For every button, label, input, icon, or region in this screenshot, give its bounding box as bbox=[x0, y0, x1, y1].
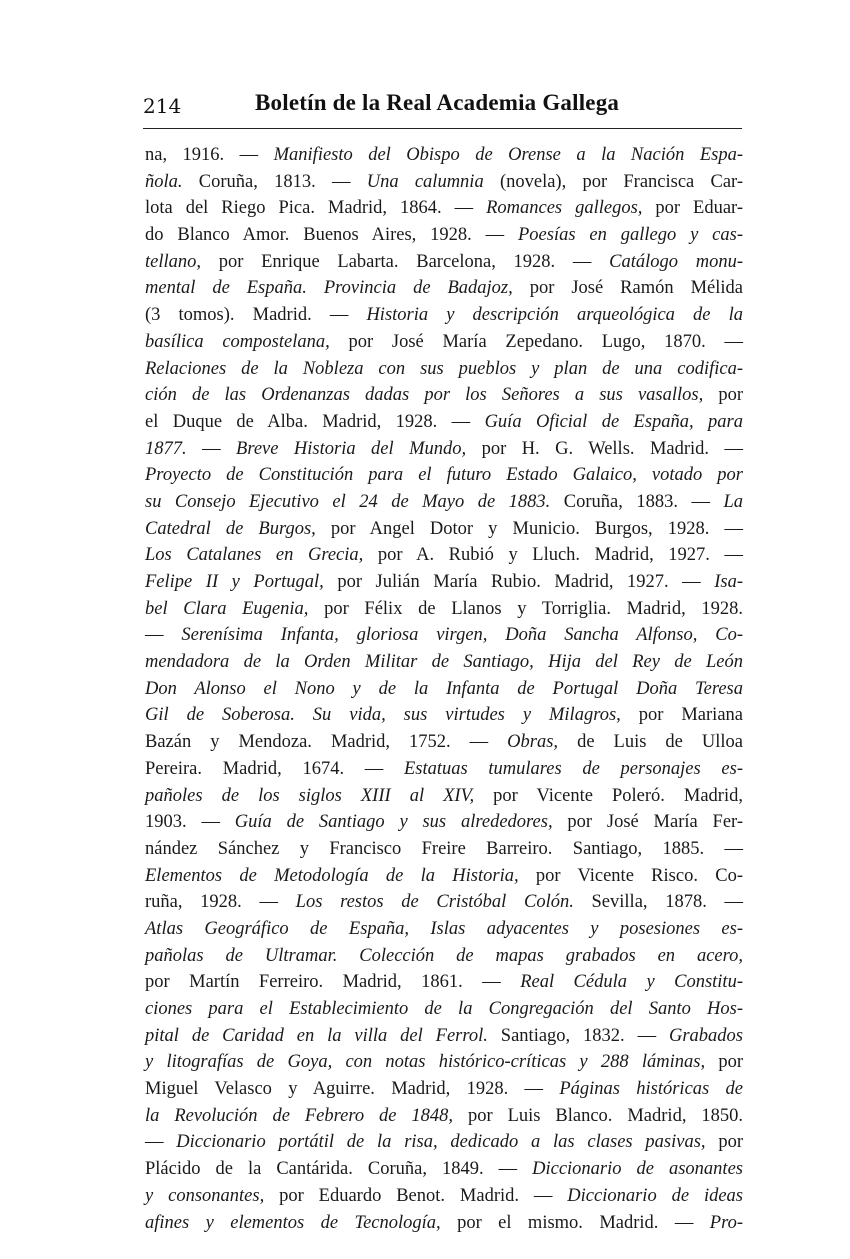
text-line bbox=[145, 649, 743, 676]
text-line bbox=[145, 356, 743, 383]
text-line bbox=[145, 916, 743, 943]
text-segment: por José María Zepedano. Lugo, 1870. — bbox=[329, 331, 743, 352]
italic-title-segment: Grabados bbox=[668, 1025, 743, 1046]
text-line bbox=[145, 542, 743, 569]
text-line bbox=[145, 409, 743, 436]
italic-title-segment: mental de España. Provincia de Badajoz, bbox=[145, 278, 513, 299]
italic-title-segment: y consonantes, bbox=[145, 1185, 265, 1206]
italic-title-segment: Diccionario portátil de la risa, dedicado a las clases pasivas, bbox=[176, 1132, 706, 1153]
text-segment: 1903. — bbox=[145, 812, 235, 833]
text-segment: por Mariana bbox=[620, 705, 743, 726]
text-line bbox=[145, 142, 743, 169]
italic-title-segment: Elementos de Metodología de la Historia, bbox=[145, 865, 519, 886]
running-title: Boletín de la Real Academia Gallega bbox=[255, 90, 620, 115]
text-segment: Sevilla, 1878. — bbox=[573, 892, 743, 913]
italic-title-segment: Catedral de Burgos, bbox=[145, 518, 316, 539]
text-line bbox=[145, 1076, 743, 1103]
italic-title-segment: Diccionario de asonantes bbox=[532, 1159, 743, 1180]
text-line bbox=[145, 756, 743, 783]
text-segment: por Luis Blanco. Madrid, 1850. bbox=[453, 1105, 743, 1126]
text-segment: Coruña, 1813. — bbox=[182, 171, 367, 192]
text-line bbox=[145, 1129, 743, 1156]
text-segment: Pereira. Madrid, 1674. — bbox=[145, 758, 404, 779]
italic-title-segment: Obras, bbox=[507, 732, 559, 753]
italic-title-segment: Relaciones de la Nobleza con sus pueblos y plan de una codifica- bbox=[145, 358, 743, 379]
text-segment: — bbox=[145, 1132, 177, 1153]
text-line bbox=[145, 702, 743, 729]
text-line bbox=[145, 622, 743, 649]
header-rule bbox=[143, 128, 742, 129]
italic-title-segment: basílica compostelana, bbox=[145, 331, 330, 352]
italic-title-segment: Diccionario de ideas bbox=[567, 1185, 743, 1206]
italic-title-segment: Isa- bbox=[714, 572, 743, 592]
italic-title-segment: Serenísima Infanta, gloriosa virgen, Doña Sancha Alfonso, Co- bbox=[181, 625, 743, 646]
text-segment: por H. G. Wells. Madrid. — bbox=[466, 438, 744, 459]
text-line bbox=[145, 195, 743, 222]
text-line bbox=[145, 783, 743, 810]
text-segment: por Eduar- bbox=[642, 198, 743, 219]
italic-title-segment: Proyecto de Constitución para el futuro Estado Galaico, votado por bbox=[145, 465, 743, 486]
text-line bbox=[145, 996, 743, 1023]
text-line bbox=[145, 943, 743, 970]
text-segment: — bbox=[145, 625, 182, 646]
text-segment: por Félix de Llanos y Torriglia. Madrid, 1928. bbox=[308, 598, 743, 619]
body-text bbox=[145, 142, 745, 1236]
italic-title-segment: tellano, bbox=[145, 251, 202, 272]
text-line bbox=[145, 1023, 743, 1050]
italic-title-segment: Atlas Geográfico de España, Islas adyacentes y posesiones es- bbox=[145, 918, 743, 939]
text-line bbox=[145, 329, 743, 356]
text-line bbox=[145, 729, 743, 756]
text-segment: por Vicente Poleró. Madrid, bbox=[474, 785, 743, 806]
text-line bbox=[145, 302, 743, 329]
italic-title-segment: Estatuas tumulares de personajes es- bbox=[403, 758, 743, 779]
italic-title-segment: Guía Oficial de España, para bbox=[484, 411, 743, 432]
text-segment: por José María Fer- bbox=[552, 812, 743, 833]
text-segment: por Vicente Risco. Co- bbox=[518, 865, 743, 886]
text-segment: por el mismo. Madrid. — bbox=[440, 1212, 710, 1233]
text-line bbox=[145, 836, 743, 863]
text-segment: por A. Rubió y Lluch. Madrid, 1927. — bbox=[363, 545, 743, 566]
italic-title-segment: Páginas históricas de bbox=[559, 1079, 743, 1100]
italic-title-segment: pañolas de Ultramar. Colección de mapas grabados en acero, bbox=[145, 945, 743, 966]
text-segment: (novela), por Francisca Car- bbox=[483, 171, 744, 192]
text-segment: lota del Riego Pica. Madrid, 1864. — bbox=[145, 198, 487, 219]
text-line bbox=[145, 222, 743, 249]
text-line bbox=[145, 1210, 743, 1237]
text-segment: (3 tomos). Madrid. — bbox=[145, 305, 367, 326]
page-number: 214 bbox=[143, 94, 182, 118]
italic-title-segment: Los Catalanes en Grecia, bbox=[145, 545, 364, 566]
text-line bbox=[145, 809, 743, 836]
text-line bbox=[145, 596, 743, 623]
text-segment: por bbox=[703, 385, 744, 406]
text-line bbox=[145, 863, 743, 890]
text-line bbox=[145, 275, 743, 302]
italic-title-segment: Gil de Soberosa. Su vida, sus virtudes y Milagros, bbox=[145, 705, 621, 726]
text-line bbox=[145, 1103, 743, 1130]
italic-title-segment: Catálogo monu- bbox=[609, 251, 744, 272]
text-segment: por Angel Dotor y Municio. Burgos, 1928. — bbox=[315, 518, 743, 539]
text-segment: ruña, 1928. — bbox=[145, 892, 296, 913]
text-line bbox=[145, 436, 743, 463]
italic-title-segment: Los restos de Cristóbal Colón. bbox=[295, 892, 574, 913]
italic-title-segment: Pro- bbox=[709, 1212, 743, 1233]
italic-title-segment: Don Alonso el Nono y de la Infanta de Portugal Doña Teresa bbox=[145, 678, 743, 699]
italic-title-segment: bel Clara Eugenia, bbox=[145, 598, 309, 619]
italic-title-segment: y litografías de Goya, con notas histórico-críticas y 288 láminas, bbox=[145, 1052, 706, 1073]
italic-title-segment: Una calumnia bbox=[366, 171, 484, 192]
italic-title-segment: su Consejo Ejecutivo el 24 de Mayo de 1883. bbox=[145, 491, 551, 512]
italic-title-segment: La bbox=[723, 491, 743, 512]
text-segment: Santiago, 1832. — bbox=[487, 1025, 669, 1046]
text-line bbox=[145, 382, 743, 409]
italic-title-segment: 1877. bbox=[145, 438, 187, 459]
text-segment: por José Ramón Mélida bbox=[512, 278, 743, 299]
italic-title-segment: la Revolución de Febrero de 1848, bbox=[145, 1105, 454, 1126]
italic-title-segment: mendadora de la Orden Militar de Santiago, Hija del Rey de León bbox=[145, 652, 743, 673]
text-line bbox=[145, 889, 743, 916]
italic-title-segment: Poesías en gallego y cas- bbox=[518, 225, 743, 246]
text-segment: por Eduardo Benot. Madrid. — bbox=[264, 1185, 568, 1206]
italic-title-segment: Historia y descripción arqueológica de la bbox=[366, 305, 743, 326]
italic-title-segment: ñola. bbox=[145, 171, 183, 192]
text-line bbox=[145, 676, 743, 703]
italic-title-segment: Guía de Santiago y sus alrededores, bbox=[234, 812, 553, 833]
text-line bbox=[145, 1156, 743, 1183]
text-segment: nández Sánchez y Francisco Freire Barreiro. Santiago, 1885. — bbox=[145, 838, 743, 859]
text-segment: por Martín Ferreiro. Madrid, 1861. — bbox=[145, 972, 521, 993]
text-segment: por Julián María Rubio. Madrid, 1927. — bbox=[323, 572, 715, 592]
italic-title-segment: ción de las Ordenanzas dadas por los Señores a sus vasallos, bbox=[145, 385, 704, 406]
text-segment: por bbox=[705, 1052, 743, 1073]
italic-title-segment: Romances gallegos, bbox=[486, 198, 643, 219]
text-segment: do Blanco Amor. Buenos Aires, 1928. — bbox=[145, 225, 518, 246]
text-line bbox=[145, 969, 743, 996]
text-segment: por bbox=[705, 1132, 743, 1153]
page-header bbox=[143, 90, 743, 126]
text-line bbox=[145, 489, 743, 516]
text-line bbox=[145, 569, 743, 596]
text-segment: de Luis de Ulloa bbox=[558, 732, 743, 753]
text-line bbox=[145, 1049, 743, 1076]
text-line bbox=[145, 516, 743, 543]
text-segment: por Enrique Labarta. Barcelona, 1928. — bbox=[201, 251, 610, 272]
italic-title-segment: pañoles de los siglos XIII al XIV, bbox=[145, 785, 475, 806]
italic-title-segment: Manifiesto del Obispo de Orense a la Nación Espa- bbox=[273, 145, 743, 165]
text-line bbox=[145, 1183, 743, 1210]
italic-title-segment: Real Cédula y Constitu- bbox=[520, 972, 743, 993]
text-segment: Miguel Velasco y Aguirre. Madrid, 1928. — bbox=[145, 1079, 560, 1100]
italic-title-segment: Breve Historia del Mundo, bbox=[236, 438, 467, 459]
italic-title-segment: ciones para el Establecimiento de la Congregación del Santo Hos- bbox=[145, 999, 743, 1019]
text-line bbox=[145, 462, 743, 489]
text-line bbox=[145, 169, 743, 196]
italic-title-segment: afines y elementos de Tecnología, bbox=[145, 1212, 441, 1233]
text-line bbox=[145, 249, 743, 276]
text-segment: Bazán y Mendoza. Madrid, 1752. — bbox=[145, 732, 508, 753]
text-segment: — bbox=[186, 438, 237, 459]
text-segment: el Duque de Alba. Madrid, 1928. — bbox=[145, 411, 485, 432]
text-segment: na, 1916. — bbox=[145, 145, 274, 165]
text-segment: Plácido de la Cantárida. Coruña, 1849. — bbox=[145, 1159, 533, 1180]
italic-title-segment: Felipe II y Portugal, bbox=[145, 572, 324, 592]
text-segment: Coruña, 1883. — bbox=[550, 491, 724, 512]
italic-title-segment: pital de Caridad en la villa del Ferrol. bbox=[145, 1025, 488, 1046]
